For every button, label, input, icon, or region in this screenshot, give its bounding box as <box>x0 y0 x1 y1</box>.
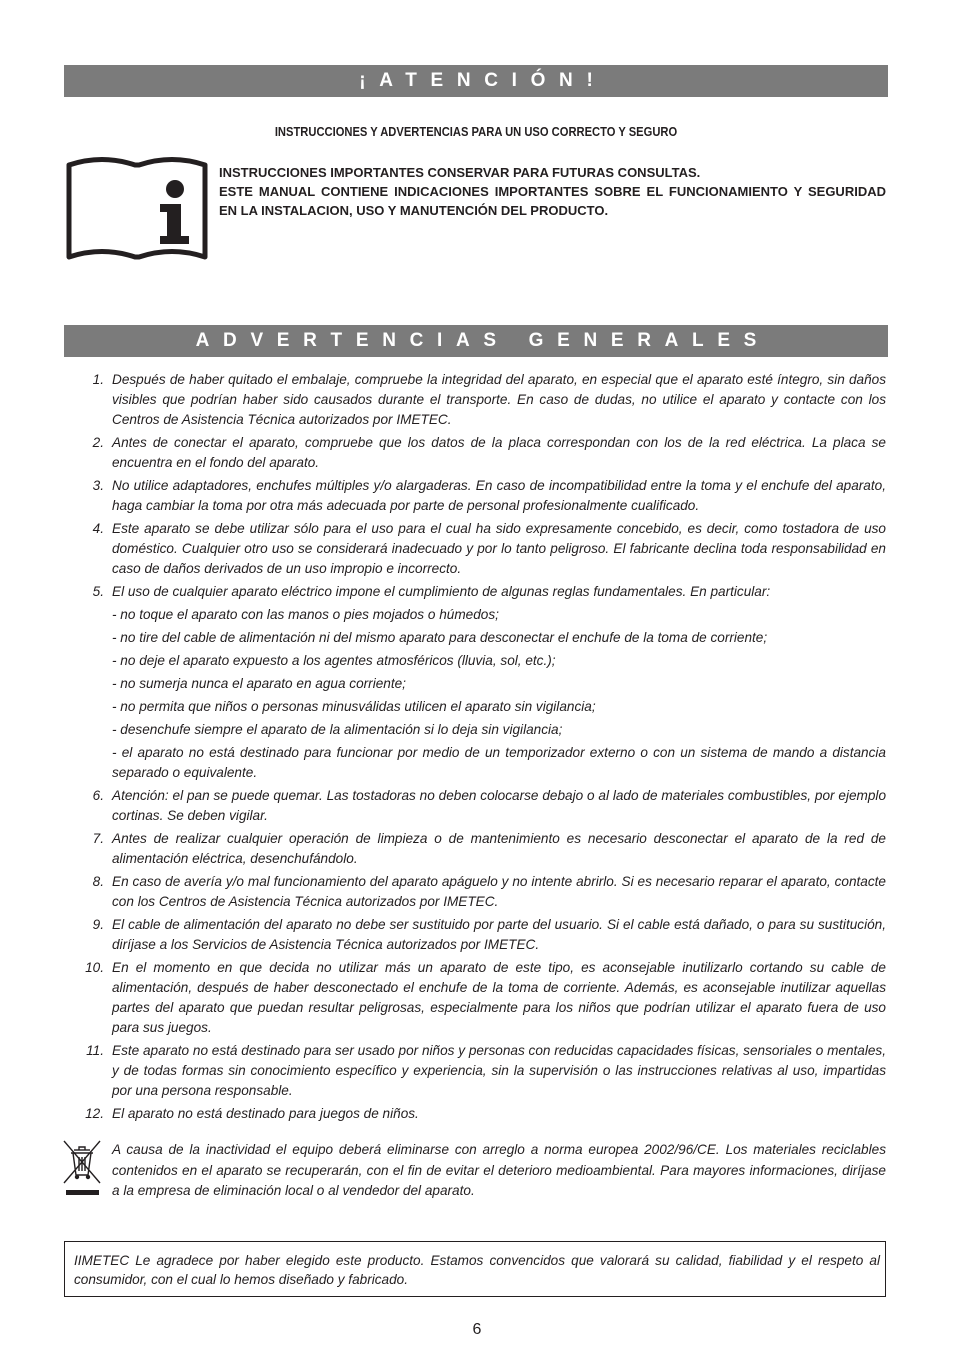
important-line-2: ESTE MANUAL CONTIENE INDICACIONES IMPORTANTES SOBRE EL FUNCIONAMIENTO Y SEGURIDAD EN LA INSTALACION, USO Y MANUTENCIÓN DEL PRODUCTO. <box>219 184 886 218</box>
warning-item <box>74 829 886 869</box>
warning-number: 1. <box>92 372 104 387</box>
warning-subitem: - desenchufe siempre el aparato de la alimentación si lo deja sin vigilancia; <box>112 722 563 737</box>
warning-subitem: - no permita que niños o personas minusválidas utilicen el aparato sin vigilancia; <box>112 699 596 714</box>
warning-item <box>74 915 886 955</box>
warning-text: En el momento en que decida no utilizar más un aparato de este tipo, es aconsejable inutilizarlo cortando su cable de alimentación, después de haber desconectado el enchufe de la toma de corriente. Además, es aconsejable inutilizar aquellas partes del aparato que puedan resultar peligrosas, especialmente para los niños que podrían utilizar el aparato fuera de uso para sus juegos. <box>112 960 886 1035</box>
warning-text: No utilice adaptadores, enchufes múltiples y/o alargaderas. En caso de incompatibilidad entre la toma y el enchufe del aparato, haga cambiar la toma por otra más adecuada por parte de personal profesionalmente cualificado. <box>112 478 886 513</box>
warning-number: 2. <box>92 435 104 450</box>
warning-subitem: - no toque el aparato con las manos o pies mojados o húmedos; <box>112 607 499 622</box>
warning-number: 3. <box>92 478 104 493</box>
warning-number: 10. <box>85 960 104 975</box>
warning-number: 8. <box>92 874 104 889</box>
warning-number: 11. <box>86 1043 104 1058</box>
warning-number: 9. <box>92 917 104 932</box>
page-number: 6 <box>472 1321 482 1338</box>
warning-item <box>74 433 886 473</box>
warning-text: Este aparato no está destinado para ser usado por niños y personas con reducidas capacidades físicas, sensoriales o mentales, y de todas formas sin conocimiento específico y experiencia, sin la supervisión o las instrucciones relativas al uso, impartidas por una persona responsable. <box>112 1043 886 1098</box>
warning-item <box>74 476 886 516</box>
atencion-title: ¡ATENCIÓN! <box>359 70 607 91</box>
warning-number: 4. <box>92 521 104 536</box>
warning-subitem: - el aparato no está destinado para funcionar por medio de un temporizador externo o con un sistema de mando a distancia separado o equivalente. <box>112 745 886 780</box>
instructions-subtitle: INSTRUCCIONES Y ADVERTENCIAS PARA UN USO CORRECTO Y SEGURO <box>274 124 678 139</box>
warning-text: Antes de conectar el aparato, compruebe que los datos de la placa correspondan con los de la red eléctrica. La placa se encuentra en el fondo del aparato. <box>112 435 886 470</box>
warning-subitem: - no tire del cable de alimentación ni del mismo aparato para desconectar el enchufe de la toma de corriente; <box>112 630 768 645</box>
warning-item <box>74 1041 886 1101</box>
warning-item <box>74 519 886 579</box>
thanks-box <box>64 1241 886 1297</box>
warning-sublist <box>112 605 886 783</box>
warning-text: Este aparato se debe utilizar sólo para el uso para el cual ha sido expresamente concebido, es decir, como tostadora de uso doméstico. Cualquier otro uso se considerará inadecuado y por lo tanto peligroso. El fabricante declina toda responsabilidad en caso de daños derivados de un uso impropio e incorrecto. <box>112 521 886 576</box>
warning-item <box>74 582 886 783</box>
warning-number: 6. <box>92 788 104 803</box>
thanks-text: IIMETEC Le agradece por haber elegido este producto. Estamos convencidos que valorará su calidad, fiabilidad y el respeto al consumidor, con el cual lo hemos diseñado y fabricado. <box>74 1253 880 1287</box>
warning-subitem: - no deje el aparato expuesto a los agentes atmosféricos (lluvia, sol, etc.); <box>112 653 556 668</box>
warning-text: El cable de alimentación del aparato no debe ser sustituido por parte del usuario. Si el cable está dañado, o para su sustitución, diríjase a los Servicios de Asistencia Técnica autorizados por IMETEC. <box>112 917 886 952</box>
warning-number: 12. <box>85 1106 104 1121</box>
warning-item <box>74 958 886 1038</box>
warning-subitem: - no sumerja nunca el aparato en agua corriente; <box>112 676 406 691</box>
important-notice <box>219 163 886 220</box>
warning-item <box>74 1104 886 1124</box>
atencion-banner <box>64 65 888 97</box>
advertencias-title: ADVERTENCIAS GENERALES <box>195 330 771 351</box>
warning-text: El aparato no está destinado para juegos de niños. <box>112 1106 419 1121</box>
advertencias-banner <box>64 325 888 357</box>
weee-disposal-text: A causa de la inactividad el equipo deberá eliminarse con arreglo a norma europea 2002/96/CE. Los materiales reciclables contenidos en el aparato se recuperarán, con el fin de evitar el deterioro medioambiental. Para mayores informaciones, diríjase a la empresa de eliminación local o al vendedor del aparato. <box>112 1142 886 1198</box>
warning-text: En caso de avería y/o mal funcionamiento del aparato apáguelo y no intente abrirlo. Si es necesario reparar el aparato, contacte con los Centros de Asistencia Técnica autorizados por IMETEC. <box>112 874 886 909</box>
warning-item <box>74 872 886 912</box>
warning-text: Después de haber quitado el embalaje, compruebe la integridad del aparato, en especial que el aparato esté íntegro, sin daños visibles que podrían haber sido causados durante el transporte. En caso de dudas, no utilice el aparato y contacte con los Centros de Asistencia Técnica autorizados por IMETEC. <box>112 372 886 427</box>
warnings-list <box>74 370 886 1127</box>
warning-number: 7. <box>92 831 104 846</box>
crossed-bin-icon <box>62 1139 102 1197</box>
warning-item <box>74 786 886 826</box>
warning-item <box>74 370 886 430</box>
warning-text: Antes de realizar cualquier operación de limpieza o de mantenimiento es necesario desconectar el aparato de la red de alimentación eléctrica, desenchufándolo. <box>112 831 886 866</box>
warning-text: El uso de cualquier aparato eléctrico impone el cumplimiento de algunas reglas fundamentales. En particular: <box>112 584 771 599</box>
warning-number: 5. <box>92 584 104 599</box>
manual-info-icon <box>64 152 210 262</box>
warning-text: Atención: el pan se puede quemar. Las tostadoras no deben colocarse debajo o al lado de materiales combustibles, por ejemplo cortinas. Se deben vigilar. <box>112 788 886 823</box>
important-line-1: INSTRUCCIONES IMPORTANTES CONSERVAR PARA FUTURAS CONSULTAS. <box>219 165 701 180</box>
